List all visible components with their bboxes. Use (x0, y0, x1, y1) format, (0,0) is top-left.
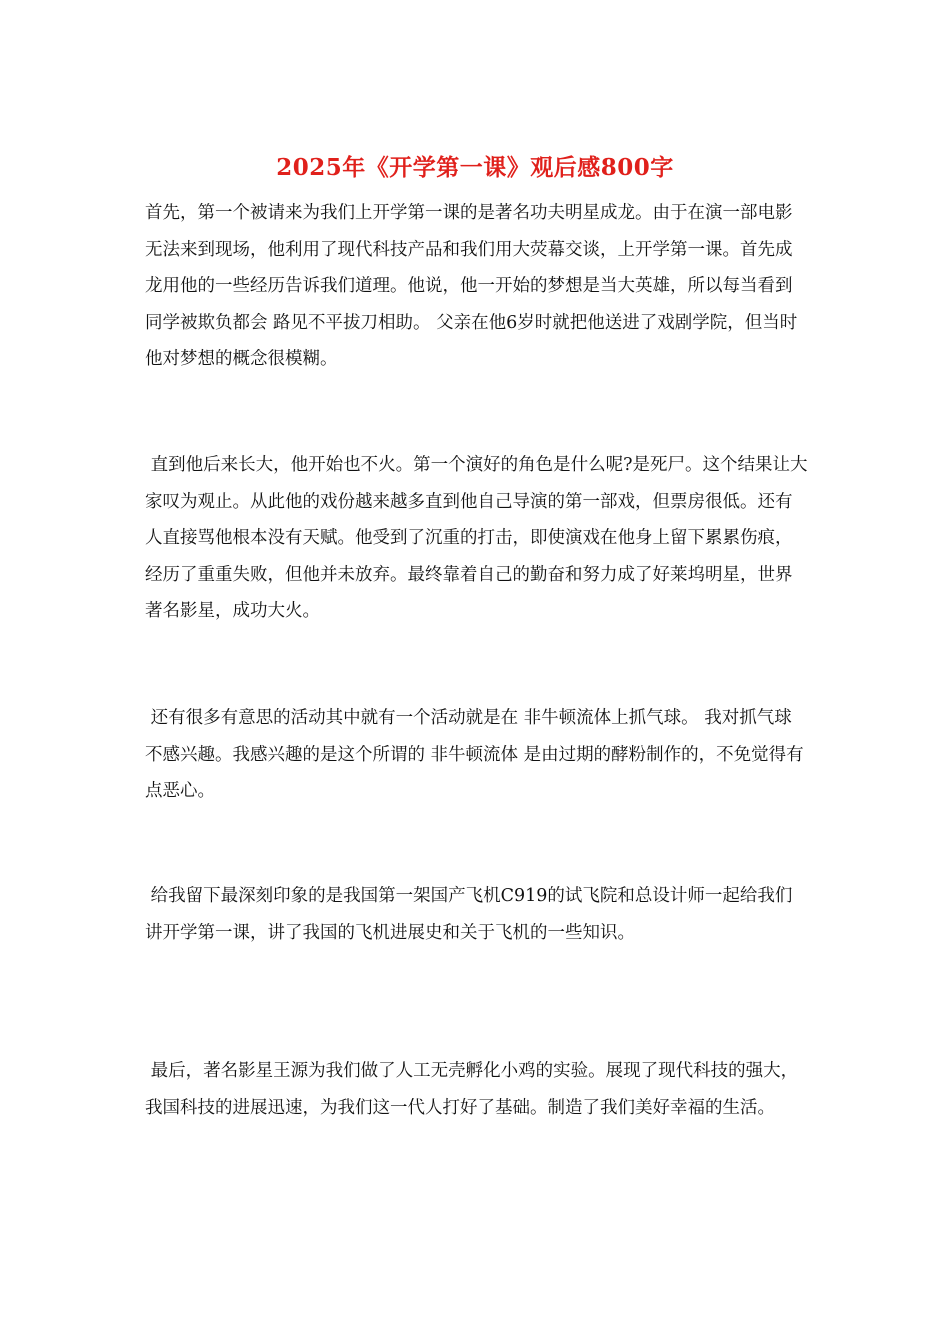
paragraph-4: 给我留下最深刻印象的是我国第一架国产飞机C919的试飞院和总设计师一起给我们讲开学第一课，讲了我国的飞机进展史和关于飞机的一些知识。 (145, 886, 793, 943)
document-title: 2025年《开学第一课》观后感800字 (276, 154, 674, 181)
paragraph-3: 还有很多有意思的活动其中就有一个活动就是在 非牛顿流体上抓气球。 我对抓气球不感兴趣。我感兴趣的是这个所谓的 非牛顿流体 是由过期的酵粉制作的，不免觉得有点恶心。 (145, 708, 804, 801)
paragraph-2: 直到他后来长大，他开始也不火。第一个演好的角色是什么呢?是死尸。这个结果让大家叹为观止。从此他的戏份越来越多直到他自己导演的第一部戏，但票房很低。还有人直接骂他根本没有天赋。他受到了沉重的打击，即使演戏在他身上留下累累伤痕，经历了重重失败，但他并未放弃。最终靠着自己的勤奋和努力成了好莱坞明星，世界著名影星，成功大火。 (145, 455, 808, 621)
paragraph-1: 首先，第一个被请来为我们上开学第一课的是著名功夫明星成龙。由于在演一部电影无法来到现场，他利用了现代科技产品和我们用大荧幕交谈，上开学第一课。首先成龙用他的一些经历告诉我们道理。他说，他一开始的梦想是当大英雄，所以每当看到同学被欺负都会 路见不平拔刀相助。 父亲在他6岁时就把他送进了戏剧学院，但当时他对梦想的概念很模糊。 (145, 203, 798, 369)
paragraph-5: 最后，著名影星王源为我们做了人工无壳孵化小鸡的实验。展现了现代科技的强大，我国科技的进展迅速，为我们这一代人打好了基础。制造了我们美好幸福的生活。 (145, 1061, 799, 1118)
